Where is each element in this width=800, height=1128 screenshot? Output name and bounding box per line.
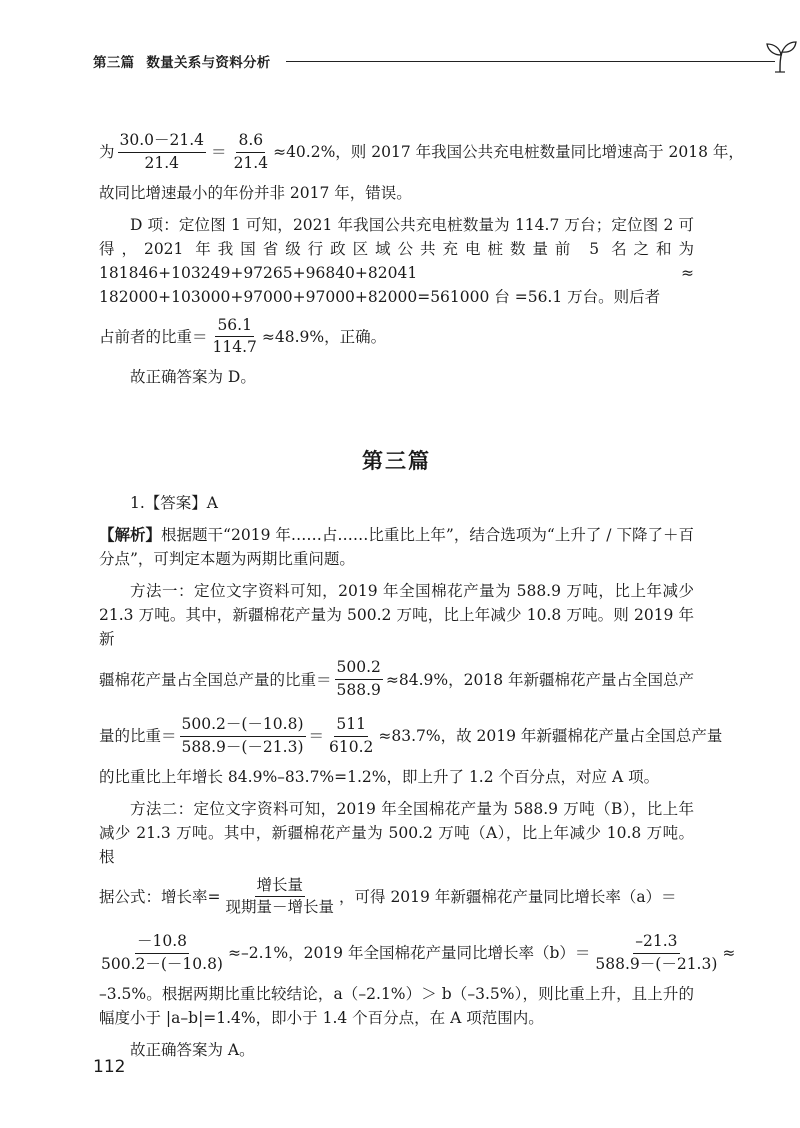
fraction-numerator: –21.3 xyxy=(633,933,679,954)
fraction-denominator: 21.4 xyxy=(233,153,269,172)
equals-sign: ＝ xyxy=(308,727,325,746)
answer-a: 故正确答案为 A。 xyxy=(130,1040,255,1059)
spacer xyxy=(99,925,694,933)
option-d-paragraph: D 项：定位图 1 可知，2021 年我国公共充电桩数量为 114.7 万台；定位图 2 可得，2021 年我国省级行政区域公共充电桩数量前 5 名之和为 181846+103249+97265+96840+82041 ≈ 182000+103000+97000+97000+82000=561000 台 =56.1 万台。则后者 xyxy=(99,215,694,306)
fraction xyxy=(211,317,259,358)
fraction-denominator: 21.4 xyxy=(144,153,180,172)
fraction-denominator: 610.2 xyxy=(329,737,374,756)
m2-post: ，可得 2019 年新疆棉花产量同比增长率（a）＝ xyxy=(339,887,677,906)
fraction-numerator: 500.2－(－10.8) xyxy=(180,716,306,737)
block1-pre: 为 xyxy=(99,143,115,162)
sprout-icon xyxy=(763,40,799,74)
m1-line2-pre: 量的比重＝ xyxy=(99,727,177,746)
fraction-numerator: 56.1 xyxy=(215,317,254,338)
header-title: 数量关系与资料分析 xyxy=(146,55,271,71)
method2-formula-line xyxy=(99,877,694,918)
section-title: 第三篇 xyxy=(362,449,431,474)
method2-conclusion: –3.5%。根据两期比重比较结论，a（–2.1%）＞ b（–3.5%），则比重上升，且上升的幅度小于 |a–b|=1.4%，即小于 1.4 个百分点，在 A 项范围内。 xyxy=(99,984,694,1027)
m1-post: ≈84.9%，2018 年新疆棉花产量占全国总产 xyxy=(385,670,694,689)
page-content xyxy=(99,131,744,1070)
method1-paragraph: 方法一：定位文字资料可知，2019 年全国棉花产量为 588.9 万吨，比上年减少 21.3 万吨。其中，新疆棉花产量为 500.2 万吨，比上年减少 10.8 万吨。则 2019 年新 xyxy=(99,582,694,649)
fraction-numerator: 8.6 xyxy=(236,132,265,153)
block3-post: ≈48.9%，正确。 xyxy=(261,327,387,346)
fraction-numerator: 30.0－21.4 xyxy=(118,132,207,153)
header-rule xyxy=(286,61,775,62)
block1-post: ≈40.2%，则 2017 年我国公共充电桩数量同比增速高于 2018 年， xyxy=(273,143,744,162)
method1-formula-line2 xyxy=(99,714,723,757)
block3-formula-line xyxy=(99,317,694,358)
page-header xyxy=(93,40,713,76)
growth-mid-text: ≈–2.1%，2019 年全国棉花产量同比增长率（b）＝ xyxy=(227,944,591,963)
fraction xyxy=(118,132,207,173)
m2-pre: 据公式：增长率= xyxy=(99,887,221,906)
fraction xyxy=(335,659,383,700)
method2-paragraph: 方法二：定位文字资料可知，2019 年全国棉花产量为 588.9 万吨（B），比上年减少 21.3 万吨。其中，新疆棉花产量为 500.2 万吨（A），比上年减少 10.8 万吨。根 xyxy=(99,799,694,866)
method1-line3: 的比重比上年增长 84.9%–83.7%=1.2%，即上升了 1.2 个百分点，对应 A 项。 xyxy=(99,767,660,786)
fraction-denominator: 现期量－增长量 xyxy=(225,898,335,917)
fraction-denominator: 114.7 xyxy=(212,338,257,357)
header-part: 第三篇 xyxy=(93,55,135,71)
fraction xyxy=(99,933,225,974)
fraction-numerator: 511 xyxy=(334,716,368,737)
block3-pre: 占前者的比重＝ xyxy=(99,327,208,346)
analysis-text: 根据题干“2019 年……占……比重比上年”，结合选项为“上升了 / 下降了＋百分点”，可判定本题为两期比重问题。 xyxy=(99,526,694,569)
fraction-numerator: 500.2 xyxy=(335,659,383,680)
header-text xyxy=(93,51,271,71)
m1-line2-post: ≈83.7%，故 2019 年新疆棉花产量占全国总产量 xyxy=(378,727,723,746)
fraction-numerator: －10.8 xyxy=(135,933,189,954)
fraction xyxy=(180,716,306,757)
block1-line2: 故同比增速最小的年份并非 2017 年，错误。 xyxy=(99,183,412,202)
q1-analysis xyxy=(99,523,694,571)
fraction-numerator: 增长量 xyxy=(255,877,306,898)
fraction xyxy=(327,716,375,757)
page-number: 112 xyxy=(93,1057,126,1077)
fraction-denominator: 588.9 xyxy=(336,681,381,700)
answer-d: 故正确答案为 D。 xyxy=(130,368,256,387)
fraction xyxy=(224,877,337,918)
fraction-denominator: 588.9－(－21.3) xyxy=(181,737,304,756)
fraction-denominator: 588.9－(－21.3) xyxy=(595,954,718,973)
fraction-denominator: 500.2－(－10.8) xyxy=(101,954,223,973)
q1-answer-label: 1.【答案】A xyxy=(130,494,218,513)
fraction xyxy=(593,933,719,974)
approx-sign: ≈ xyxy=(722,944,736,963)
block1-formula-line xyxy=(99,131,744,173)
growth-rate-line xyxy=(99,932,736,974)
m1-pre: 疆棉花产量占全国总产量的比重＝ xyxy=(99,670,332,689)
fraction xyxy=(232,132,271,173)
analysis-label: 【解析】 xyxy=(99,525,162,545)
equals-sign: ＝ xyxy=(211,143,227,162)
method1-formula-line1 xyxy=(99,659,694,700)
